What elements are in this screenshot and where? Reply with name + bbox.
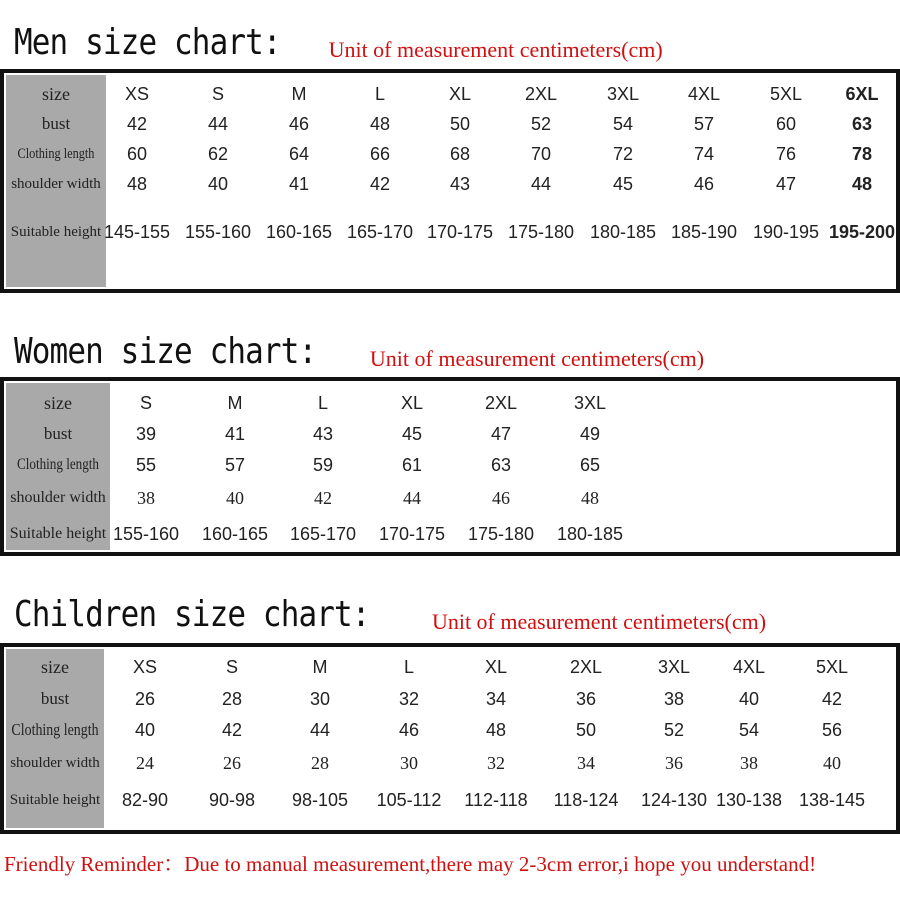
women-cell-size: XL	[400, 393, 424, 413]
women-cell-bust: 39	[135, 424, 157, 444]
women-cell-bust: 43	[312, 424, 334, 444]
men-cell-clothing-length: 70	[530, 144, 552, 164]
children-row-label: size	[41, 657, 69, 677]
children-cell-suitable-height: 112-118	[464, 790, 528, 810]
men-cell-bust: 48	[369, 114, 391, 134]
men-row-label: Suitable height	[10, 224, 102, 240]
women-cell-shoulder-width: 48	[581, 488, 599, 508]
men-cell-clothing-length: 76	[775, 144, 797, 164]
children-cell-size: S	[225, 657, 238, 677]
men-cell-shoulder-width: 46	[693, 174, 715, 194]
women-cell-bust: 47	[490, 424, 512, 444]
men-size-table	[0, 69, 900, 293]
men-cell-shoulder-width: 40	[207, 174, 229, 194]
children-cell-suitable-height: 130-138	[715, 790, 783, 810]
children-cell-bust: 26	[134, 689, 156, 709]
children-row-label: Clothing length	[11, 720, 99, 739]
children-cell-clothing-length: 50	[575, 720, 597, 740]
women-cell-suitable-height: 165-170	[289, 524, 357, 544]
men-cell-suitable-height: 180-185	[589, 222, 657, 242]
men-cell-shoulder-width: 42	[369, 174, 391, 194]
men-cell-suitable-height: 165-170	[346, 222, 414, 242]
children-row-label: Suitable height	[9, 792, 101, 808]
women-cell-bust: 49	[579, 424, 601, 444]
children-cell-size: M	[312, 657, 328, 677]
men-cell-size: 3XL	[606, 84, 640, 104]
women-cell-shoulder-width: 44	[403, 488, 421, 508]
children-cell-shoulder-width: 32	[487, 753, 505, 773]
men-cell-bust: 46	[288, 114, 310, 134]
children-cell-bust: 36	[575, 689, 597, 709]
men-cell-shoulder-width: 47	[775, 174, 797, 194]
men-cell-suitable-height: 160-165	[265, 222, 333, 242]
women-cell-suitable-height: 155-160	[112, 524, 180, 544]
children-cell-clothing-length: 48	[485, 720, 507, 740]
children-cell-bust: 38	[663, 689, 685, 709]
men-cell-bust: 60	[775, 114, 797, 134]
men-cell-bust: 57	[693, 114, 715, 134]
men-chart-title	[14, 22, 663, 63]
women-cell-shoulder-width: 46	[492, 488, 510, 508]
men-cell-size: 4XL	[687, 84, 721, 104]
children-cell-size: 4XL	[732, 657, 766, 677]
women-row-label: shoulder width	[10, 489, 106, 506]
children-cell-size: 5XL	[815, 657, 849, 677]
children-row-label: shoulder width	[10, 755, 100, 771]
children-cell-suitable-height: 90-98	[208, 790, 256, 810]
children-cell-shoulder-width: 24	[136, 753, 154, 773]
children-cell-size: L	[403, 657, 414, 677]
men-cell-clothing-length: 72	[612, 144, 634, 164]
women-cell-shoulder-width: 42	[314, 488, 332, 508]
children-cell-shoulder-width: 28	[311, 753, 329, 773]
women-cell-size: 2XL	[484, 393, 518, 413]
children-cell-suitable-height: 138-145	[798, 790, 866, 810]
children-cell-size: 3XL	[657, 657, 691, 677]
children-chart-heading: Children size chart:	[14, 594, 370, 635]
children-cell-size: XS	[132, 657, 157, 677]
children-cell-suitable-height: 118-124	[553, 790, 619, 810]
women-row-label: size	[44, 393, 72, 413]
women-cell-size: 3XL	[573, 393, 607, 413]
children-cell-shoulder-width: 26	[223, 753, 241, 773]
men-row-label: size	[42, 84, 70, 104]
men-cell-clothing-length: 64	[288, 144, 310, 164]
children-cell-clothing-length: 40	[134, 720, 156, 740]
women-cell-bust: 41	[224, 424, 246, 444]
children-cell-shoulder-width: 38	[740, 753, 758, 773]
men-cell-suitable-height: 155-160	[184, 222, 252, 242]
children-cell-suitable-height: 105-112	[376, 790, 442, 810]
women-cell-suitable-height: 180-185	[556, 524, 624, 544]
men-cell-suitable-height: 175-180	[507, 222, 575, 242]
men-cell-size: M	[291, 84, 307, 104]
women-cell-suitable-height: 170-175	[378, 524, 446, 544]
men-cell-suitable-height: 190-195	[752, 222, 820, 242]
men-cell-clothing-length: 74	[693, 144, 715, 164]
women-chart-unit: Unit of measurement centimeters(cm)	[369, 345, 705, 371]
children-cell-suitable-height: 82-90	[121, 790, 169, 810]
women-cell-clothing-length: 59	[312, 455, 334, 475]
women-chart-heading: Women size chart:	[14, 331, 317, 372]
men-cell-size: XS	[124, 84, 149, 104]
men-cell-size: L	[374, 84, 385, 104]
men-cell-shoulder-width: 44	[530, 174, 552, 194]
children-cell-clothing-length: 42	[221, 720, 243, 740]
children-cell-suitable-height: 124-130	[640, 790, 708, 810]
friendly-reminder: Friendly Reminder：Due to manual measurement,there may 2-3cm error,i hope you understand!	[4, 852, 817, 876]
children-cell-bust: 40	[738, 689, 760, 709]
women-cell-bust: 45	[401, 424, 423, 444]
children-cell-shoulder-width: 36	[665, 753, 683, 773]
children-chart-unit: Unit of measurement centimeters(cm)	[431, 608, 767, 634]
women-cell-shoulder-width: 38	[137, 488, 155, 508]
men-chart-unit: Unit of measurement centimeters(cm)	[328, 36, 663, 62]
children-cell-bust: 32	[398, 689, 420, 709]
women-size-table	[0, 377, 900, 556]
men-row-label: shoulder width	[11, 176, 101, 192]
women-cell-clothing-length: 61	[401, 455, 423, 475]
women-row-label: Suitable height	[9, 525, 107, 542]
men-cell-shoulder-width: 41	[288, 174, 310, 194]
women-cell-clothing-length: 63	[490, 455, 512, 475]
women-chart-title	[14, 331, 704, 372]
children-size-table	[0, 643, 900, 834]
men-cell-size: 2XL	[524, 84, 558, 104]
children-cell-suitable-height: 98-105	[291, 790, 349, 810]
children-cell-size: XL	[484, 657, 508, 677]
women-cell-clothing-length: 57	[224, 455, 246, 475]
men-cell-size: XL	[448, 84, 472, 104]
children-chart-title	[14, 594, 766, 635]
men-cell-suitable-height: 195-200	[828, 222, 896, 242]
men-cell-bust: 50	[449, 114, 471, 134]
men-cell-size: S	[211, 84, 224, 104]
men-cell-suitable-height: 145-155	[103, 222, 171, 242]
children-cell-shoulder-width: 40	[823, 753, 841, 773]
men-cell-shoulder-width: 45	[612, 174, 634, 194]
men-cell-suitable-height: 170-175	[426, 222, 494, 242]
children-cell-size: 2XL	[569, 657, 603, 677]
women-cell-size: M	[227, 393, 243, 413]
men-cell-size: 6XL	[845, 84, 879, 104]
men-row-label: Clothing length	[17, 146, 95, 162]
women-cell-shoulder-width: 40	[226, 488, 244, 508]
men-cell-bust: 52	[530, 114, 552, 134]
men-cell-clothing-length: 62	[207, 144, 229, 164]
children-row-label: bust	[40, 689, 70, 708]
men-cell-clothing-length: 78	[851, 144, 873, 164]
women-cell-suitable-height: 160-165	[201, 524, 269, 544]
women-cell-clothing-length: 65	[579, 455, 601, 475]
men-chart-heading: Men size chart:	[14, 22, 281, 63]
men-cell-shoulder-width: 43	[449, 174, 471, 194]
men-cell-bust: 42	[126, 114, 148, 134]
men-cell-shoulder-width: 48	[851, 174, 873, 194]
women-cell-suitable-height: 175-180	[467, 524, 535, 544]
men-cell-bust: 63	[851, 114, 873, 134]
children-cell-clothing-length: 56	[821, 720, 843, 740]
children-cell-clothing-length: 52	[663, 720, 685, 740]
men-cell-bust: 44	[207, 114, 229, 134]
men-cell-clothing-length: 68	[449, 144, 471, 164]
children-cell-bust: 30	[309, 689, 331, 709]
men-cell-clothing-length: 66	[369, 144, 391, 164]
men-cell-suitable-height: 185-190	[670, 222, 738, 242]
children-cell-shoulder-width: 34	[577, 753, 595, 773]
children-cell-bust: 28	[221, 689, 243, 709]
women-cell-size: S	[139, 393, 152, 413]
women-row-label: Clothing length	[16, 456, 99, 473]
children-cell-bust: 34	[485, 689, 507, 709]
women-cell-size: L	[317, 393, 328, 413]
children-cell-shoulder-width: 30	[400, 753, 418, 773]
men-cell-shoulder-width: 48	[126, 174, 148, 194]
children-cell-clothing-length: 44	[309, 720, 331, 740]
men-cell-bust: 54	[612, 114, 634, 134]
women-cell-clothing-length: 55	[135, 455, 157, 475]
men-cell-size: 5XL	[769, 84, 803, 104]
children-cell-bust: 42	[821, 689, 843, 709]
men-cell-clothing-length: 60	[126, 144, 148, 164]
women-row-label: bust	[43, 424, 73, 443]
men-row-label: bust	[41, 114, 71, 133]
children-cell-clothing-length: 54	[738, 720, 760, 740]
children-cell-clothing-length: 46	[398, 720, 420, 740]
